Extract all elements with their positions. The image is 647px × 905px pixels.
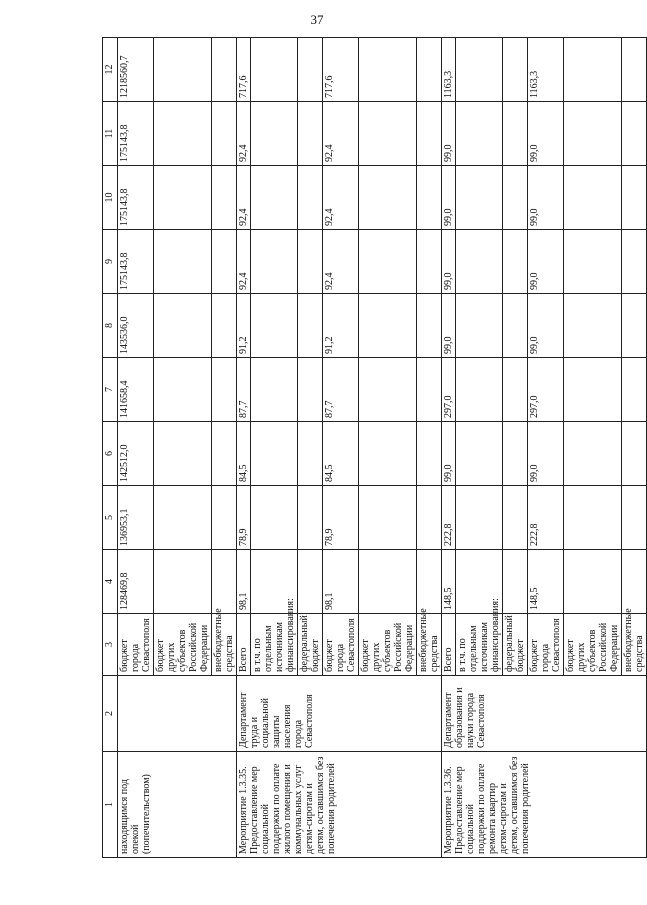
value-cell (503, 358, 528, 422)
value-cell (503, 422, 528, 486)
value-cell (212, 294, 237, 358)
value-cell: 91,2 (237, 294, 251, 358)
column-header-2: 2 (103, 676, 118, 752)
value-cell: 92,4 (323, 166, 359, 230)
executor-cell: Департамент труда и социальной защиты населения города Севастополя (237, 676, 442, 752)
table-row (237, 38, 251, 858)
value-cell (564, 38, 622, 102)
value-cell (359, 230, 417, 294)
value-cell: 92,4 (237, 166, 251, 230)
measure-name-cell: Мероприятие 1.3.35. Предоставление мер социальной поддержки по оплате жилого помещения и коммунальных услуг детям-сиротам и детям, оставшимся без попечения родителей (237, 752, 442, 858)
value-cell (564, 486, 622, 550)
value-cell (359, 422, 417, 486)
value-cell: 99,0 (528, 422, 564, 486)
value-cell: 99,0 (528, 166, 564, 230)
value-cell: 222,8 (442, 486, 456, 550)
value-cell: 99,0 (442, 230, 456, 294)
funding-source-cell: бюджет города Севастополя (323, 614, 359, 676)
value-cell (503, 38, 528, 102)
column-header-1: 1 (103, 752, 118, 858)
value-cell (417, 486, 442, 550)
table-row (118, 38, 154, 858)
value-cell (417, 550, 442, 614)
value-cell (622, 294, 647, 358)
value-cell: 717,6 (323, 38, 359, 102)
executor-cell: Департамент образования и науки города Севастополя (442, 676, 647, 752)
value-cell: 84,5 (237, 422, 251, 486)
value-cell (251, 38, 298, 102)
value-cell: 148,5 (442, 550, 456, 614)
value-cell (298, 294, 323, 358)
value-cell: 175143,8 (118, 166, 154, 230)
column-header-12: 12 (103, 38, 118, 102)
column-header-5: 5 (103, 486, 118, 550)
value-cell (564, 294, 622, 358)
value-cell (298, 486, 323, 550)
value-cell: 175143,8 (118, 102, 154, 166)
value-cell: 92,4 (323, 230, 359, 294)
value-cell (417, 422, 442, 486)
value-cell: 99,0 (528, 294, 564, 358)
value-cell (456, 38, 503, 102)
value-cell (251, 422, 298, 486)
value-cell (359, 166, 417, 230)
column-header-10: 10 (103, 166, 118, 230)
value-cell (503, 230, 528, 294)
value-cell (212, 550, 237, 614)
value-cell (251, 102, 298, 166)
value-cell (456, 102, 503, 166)
funding-source-cell: в т.ч. по отдельным источникам финансирования: (251, 614, 298, 676)
value-cell: 128469,8 (118, 550, 154, 614)
value-cell: 99,0 (528, 102, 564, 166)
value-cell (251, 166, 298, 230)
value-cell (154, 38, 212, 102)
value-cell (359, 550, 417, 614)
value-cell (456, 166, 503, 230)
value-cell (622, 38, 647, 102)
value-cell: 136953,1 (118, 486, 154, 550)
value-cell (417, 294, 442, 358)
value-cell: 175143,8 (118, 230, 154, 294)
value-cell (622, 230, 647, 294)
value-cell (564, 102, 622, 166)
funding-source-cell: бюджет других субъектов Российской Федерации (359, 614, 417, 676)
value-cell (298, 38, 323, 102)
value-cell (503, 166, 528, 230)
value-cell: 78,9 (237, 486, 251, 550)
value-cell (251, 294, 298, 358)
funding-source-cell: Всего (237, 614, 251, 676)
value-cell (251, 486, 298, 550)
value-cell (154, 486, 212, 550)
column-header-9: 9 (103, 230, 118, 294)
value-cell: 99,0 (442, 166, 456, 230)
value-cell (564, 230, 622, 294)
value-cell: 297,0 (528, 358, 564, 422)
value-cell (564, 166, 622, 230)
value-cell (417, 166, 442, 230)
funding-source-cell: в т.ч. по отдельным источникам финансирования: (456, 614, 503, 676)
value-cell (503, 550, 528, 614)
column-header-8: 8 (103, 294, 118, 358)
value-cell (212, 38, 237, 102)
value-cell (251, 358, 298, 422)
value-cell (298, 550, 323, 614)
value-cell (154, 166, 212, 230)
value-cell (298, 230, 323, 294)
value-cell (154, 230, 212, 294)
rotated-table-container (102, 38, 645, 858)
value-cell (622, 550, 647, 614)
value-cell (417, 230, 442, 294)
value-cell (456, 422, 503, 486)
value-cell (298, 102, 323, 166)
column-header-3: 3 (103, 614, 118, 676)
executor-cell (118, 676, 237, 752)
value-cell: 92,4 (237, 230, 251, 294)
value-cell: 98,1 (237, 550, 251, 614)
value-cell: 99,0 (528, 230, 564, 294)
value-cell (359, 38, 417, 102)
value-cell (503, 102, 528, 166)
value-cell (503, 486, 528, 550)
funding-source-cell: внебюджетные средства (417, 614, 442, 676)
value-cell (503, 294, 528, 358)
header-row (103, 38, 118, 858)
measure-name-cell: находящимся под опекой (попечительством) (118, 752, 237, 858)
value-cell: 92,4 (323, 102, 359, 166)
value-cell: 99,0 (442, 294, 456, 358)
value-cell: 1218560,7 (118, 38, 154, 102)
value-cell (456, 486, 503, 550)
value-cell (251, 230, 298, 294)
value-cell: 141658,4 (118, 358, 154, 422)
value-cell (622, 102, 647, 166)
value-cell (359, 486, 417, 550)
value-cell: 143536,0 (118, 294, 154, 358)
funding-source-cell: бюджет других субъектов Российской Федерации (154, 614, 212, 676)
value-cell (564, 550, 622, 614)
value-cell (154, 358, 212, 422)
value-cell (417, 38, 442, 102)
value-cell: 222,8 (528, 486, 564, 550)
value-cell (564, 358, 622, 422)
value-cell: 1163,3 (528, 38, 564, 102)
table-row (442, 38, 456, 858)
measure-name-cell: Мероприятие 1.3.36. Предоставление мер социальной поддержки по оплате ремонта квартир детям-сиротам и детям, оставшимся без попечения родителей (442, 752, 647, 858)
funding-source-cell: федеральный бюджет (298, 614, 323, 676)
value-cell (417, 102, 442, 166)
value-cell (622, 166, 647, 230)
value-cell: 92,4 (237, 102, 251, 166)
funding-source-cell: Всего (442, 614, 456, 676)
value-cell: 297,0 (442, 358, 456, 422)
value-cell (212, 486, 237, 550)
value-cell (456, 358, 503, 422)
value-cell (212, 230, 237, 294)
value-cell (154, 422, 212, 486)
value-cell (456, 230, 503, 294)
value-cell (417, 358, 442, 422)
value-cell: 99,0 (442, 102, 456, 166)
value-cell (359, 294, 417, 358)
funding-source-cell: бюджет города Севастополя (528, 614, 564, 676)
value-cell: 84,5 (323, 422, 359, 486)
funding-source-cell: бюджет города Севастополя (118, 614, 154, 676)
column-header-6: 6 (103, 422, 118, 486)
value-cell: 717,6 (237, 38, 251, 102)
value-cell: 91,2 (323, 294, 359, 358)
value-cell: 1163,3 (442, 38, 456, 102)
funding-table (102, 37, 647, 858)
funding-source-cell: внебюджетные средства (212, 614, 237, 676)
funding-source-cell: внебюджетные средства (622, 614, 647, 676)
value-cell (622, 422, 647, 486)
value-cell (212, 102, 237, 166)
value-cell (298, 166, 323, 230)
value-cell (154, 294, 212, 358)
funding-source-cell: бюджет других субъектов Российской Федерации (564, 614, 622, 676)
value-cell (622, 358, 647, 422)
value-cell (212, 422, 237, 486)
value-cell (359, 102, 417, 166)
value-cell (154, 550, 212, 614)
column-header-7: 7 (103, 358, 118, 422)
value-cell (564, 422, 622, 486)
value-cell: 142512,0 (118, 422, 154, 486)
value-cell (154, 102, 212, 166)
value-cell: 87,7 (237, 358, 251, 422)
funding-source-cell: федеральный бюджет (503, 614, 528, 676)
page-number: 37 (310, 12, 324, 27)
value-cell (212, 358, 237, 422)
value-cell (622, 486, 647, 550)
column-header-11: 11 (103, 102, 118, 166)
value-cell: 98,1 (323, 550, 359, 614)
value-cell: 148,5 (528, 550, 564, 614)
value-cell (212, 166, 237, 230)
value-cell (298, 358, 323, 422)
column-header-4: 4 (103, 550, 118, 614)
value-cell: 87,7 (323, 358, 359, 422)
value-cell (359, 358, 417, 422)
value-cell: 99,0 (442, 422, 456, 486)
value-cell (456, 294, 503, 358)
value-cell: 78,9 (323, 486, 359, 550)
value-cell (298, 422, 323, 486)
